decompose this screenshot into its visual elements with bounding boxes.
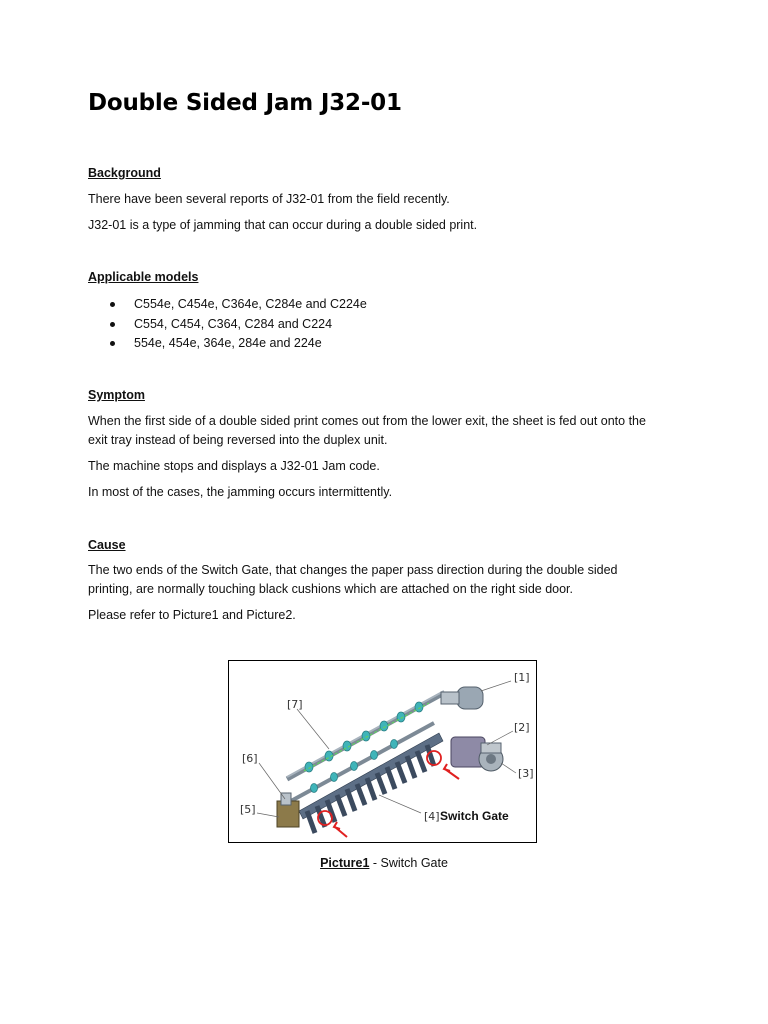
callout-5: [5] [240, 803, 256, 816]
callout-7: [7] [287, 698, 303, 711]
caption-label: Picture1 [320, 856, 370, 870]
background-line-1: There have been several reports of J32-01 from the field recently. [88, 192, 450, 206]
symptom-line-2: exit tray instead of being reversed into the duplex unit. [88, 433, 388, 447]
models-list [110, 295, 367, 354]
caption-text: - Switch Gate [369, 856, 448, 870]
figure-caption [0, 856, 768, 870]
symptom-line-4: In most of the cases, the jamming occurs intermittently. [88, 485, 393, 499]
callout-2: [2] [514, 721, 530, 734]
switch-gate-figure [228, 660, 537, 843]
list-item: C554e, C454e, C364e, C284e and C224e [110, 295, 367, 315]
callout-1: [1] [514, 671, 530, 684]
switch-gate-label: Switch Gate [440, 809, 509, 823]
list-item: 554e, 454e, 364e, 284e and 224e [110, 334, 367, 354]
background-line-2: J32-01 is a type of jamming that can occur during a double sided print. [88, 218, 478, 232]
symptom-line-3: The machine stops and displays a J32-01 Jam code. [88, 459, 380, 473]
cause-heading: Cause [88, 538, 126, 552]
symptom-heading: Symptom [88, 388, 145, 402]
cause-line-3: Please refer to Picture1 and Picture2. [88, 608, 296, 622]
symptom-line-1: When the first side of a double sided print comes out from the lower exit, the sheet is fed out onto the [88, 414, 646, 428]
background-heading: Background [88, 166, 161, 180]
page-title: Double Sided Jam J32-01 [88, 90, 402, 116]
models-heading: Applicable models [88, 270, 199, 284]
callout-4: [4] [424, 810, 440, 823]
callout-6: [6] [242, 752, 258, 765]
list-item: C554, C454, C364, C284 and C224 [110, 315, 367, 335]
callout-3: [3] [518, 767, 534, 780]
cause-line-2: printing, are normally touching black cushions which are attached on the right side door. [88, 582, 574, 596]
cause-line-1: The two ends of the Switch Gate, that changes the paper pass direction during the double sided [88, 563, 618, 577]
